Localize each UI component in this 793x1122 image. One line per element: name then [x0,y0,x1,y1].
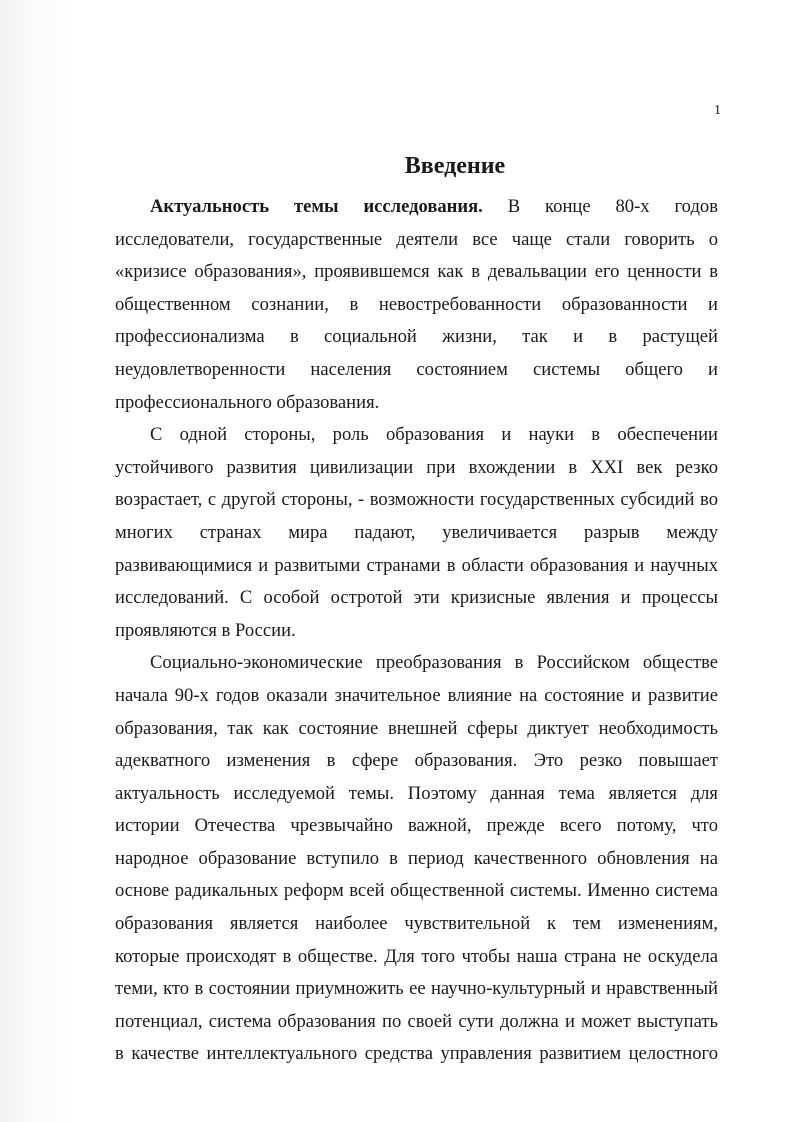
text-line: в качестве интеллектуального средства управления развитием целостного [115,1043,718,1065]
text-line: народное образование вступило в период качественного обновления на [115,847,718,869]
text-line: Актуальность темы исследования. В конце 80-х годов [150,196,718,217]
body-text [115,191,718,1071]
paragraph-actuality [115,191,718,419]
paragraph-development [115,419,718,647]
text-line: профессионализма в социальной жизни, так и в растущей [115,326,718,348]
text-line: основе радикальных реформ всей общественной системы. Именно система [115,880,718,902]
text-line: потенциал, система образования по своей сути должна и может выступать [115,1010,718,1032]
text-line: истории Отечества чрезвычайно важной, прежде всего потому, что [115,815,718,837]
page-title: Введение [404,153,506,179]
text-line: возрастает, с другой стороны, - возможности государственных субсидий во [115,489,718,511]
page-number: 1 [714,103,721,118]
text-line: С одной стороны, роль образования и науки в обеспечении [150,424,718,446]
text-line: «кризисе образования», проявившемся как в девальвации его ценности в [115,261,718,283]
text-line: общественном сознании, в невостребованности образованности и [115,293,718,315]
text-line: актуальность исследуемой темы. Поэтому данная тема является для [115,782,718,804]
lead-heading: Актуальность темы исследования. [150,196,483,217]
text-line: которые происходят в обществе. Для того чтобы наша страна не оскудела [115,945,718,967]
text-line: развивающимися и развитыми странами в области образования и научных [115,554,718,576]
text-line: адекватного изменения в сфере образования. Это резко повышает [115,750,718,772]
text-line: неудовлетворенности населения состоянием системы общего и [115,358,718,380]
text-line: многих странах мира падают, увеличивается разрыв между [115,521,718,543]
text-line: устойчивого развития цивилизации при вхождении в XXI век резко [115,456,718,478]
text-line: проявляются в России. [115,619,296,641]
text-line: Социально-экономические преобразования в Российском обществе [150,652,718,674]
text-line: исследований. С особой остротой эти кризисные явления и процессы [115,587,718,609]
text-line: образования является наиболее чувствительной к тем изменениям, [115,913,718,935]
text-line: исследователи, государственные деятели все чаще стали говорить о [115,228,718,250]
paragraph-socioeconomic [115,647,718,1071]
text-line: образования, так как состояние внешней сферы диктует необходимость [115,717,718,739]
text-line: профессионального образования. [115,391,380,413]
text-line: теми, кто в состоянии приумножить ее научно-культурный и нравственный [115,978,718,1000]
text-line: начала 90-х годов оказали значительное влияние на состояние и развитие [115,684,718,706]
